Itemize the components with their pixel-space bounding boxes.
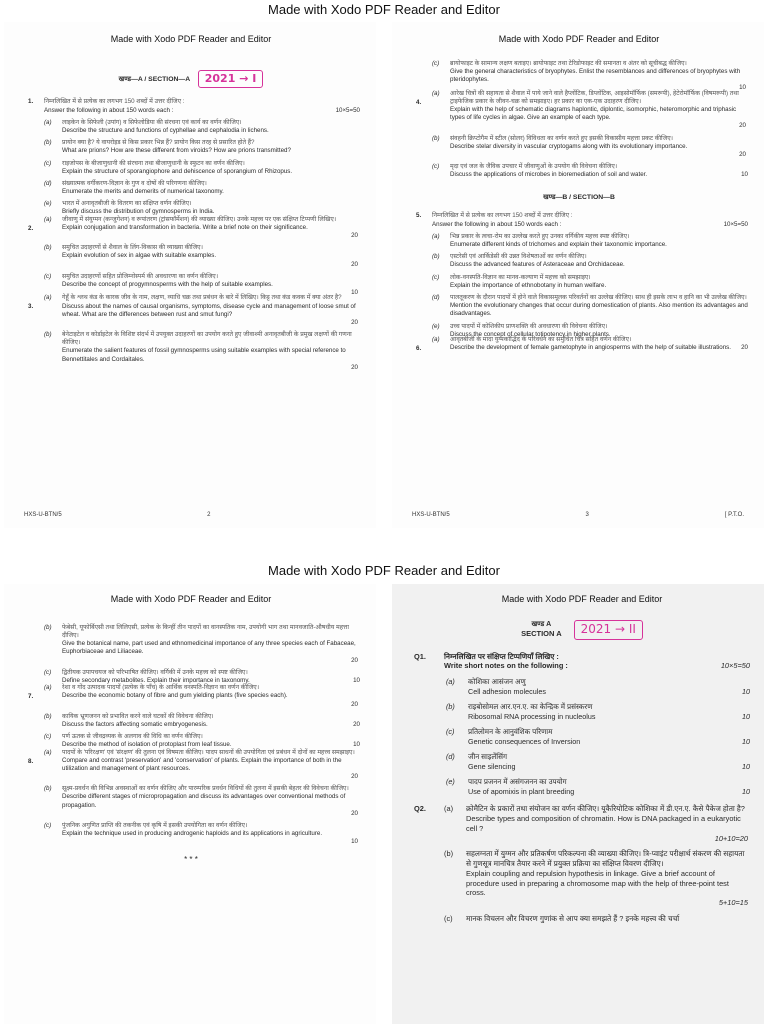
subpart: (a) रेशा व गोंद उत्पादक पादपों (प्रत्येक के पाँच) के आर्थिक वनस्पति-विज्ञान का वर्णन कीजिए। Describe the economic botany of fibre and gum yielding plants (five species each). 20: [44, 684, 358, 708]
subpart: (a) आरेख चित्रों की सहायता से शैवाल में पाये जाने वाले हैप्लोंटिक, डिप्लोंटिक, आइसोमॉर्फिक (समरूपी), हेटेरोमॉर्फिक (विषमरूपी) तथा ट्राइफेजिक प्रकार के जीवन-चक्र को समझाइए। हर प्रकार का एक-एक उदाहरण दीजिए। Explain with the help of schematic diagrams haplontic, diplontic, isomorphic, heteromorphic and triphasic types of life cycles in algae. Give an example of each type. 20: [432, 89, 746, 130]
section-label: खण्ड—A / SECTION—A: [118, 75, 190, 83]
question-hindi: निम्नलिखित में से प्रत्येक का लगभग 150 शब्दों में उत्तर दीजिए :: [44, 98, 185, 106]
year-tag-annotation: 2021 → II: [574, 620, 643, 640]
question-marks: 10×5=50: [335, 106, 360, 114]
section-heading: [414, 620, 750, 640]
page-subheader: Made with Xodo PDF Reader and Editor: [501, 594, 663, 604]
subpart: (a) आवृतबीजी के मादा युग्मकोद्भिद के परिवर्धन का समुचित चित्र सहित वर्णन कीजिए। Describe the development of female gametophyte in angiosperms with the help of suitable illustrations. 20: [432, 335, 748, 352]
subpart: (d) संख्यात्मक वर्गीकरण-विज्ञान के गुण व दोषों की परिगणना कीजिए। Enumerate the merits and demerits of numerical taxonomy.: [44, 179, 224, 196]
page-number: 2: [207, 512, 211, 519]
subpart: (c) राइजोपस के बीजाणुधानी की संरचना तथा बीजाणुधानी के स्फुटन का वर्णन कीजिए। Explain the structure of sporangiophore and dehiscence of sporangium of Rhizopus.: [44, 159, 293, 175]
subpart: (a) लाइकेन के सिफेली (उपांग) व सिफेलोडिया की संरचना एवं कार्य का वर्णन कीजिए। Describe the structure and functions of cyphellae and cephalodia in lichens.: [44, 118, 269, 134]
section-heading: खण्ड—B / SECTION—B: [543, 193, 615, 201]
page-top-left: Made with Xodo PDF Reader and Editor खण्ड—A / SECTION—A 2021 → I 1. निम्नलिखित में से प्रत्येक का लगभग 150 शब्दों में उत्तर दीजिए : Answer the following in about 150 words each : 10×5=50 (a) लाइकेन के सिफेली (उपांग) व सिफेलोडिया की संरचना एवं कार्य का वर्णन कीजिए। Describe the structure and functions of cyphellae and cephalodia in lichens. (b) प्रायोन क्या है? ये वायरोइड से किस प्रकार भिन्न हैं? प्रायोन किस तरह से प्रसारित होते हैं? What are prions? How are these different from viroids? How are prions transmitted? (c) राइजोपस के बीजाणुधानी की संरचना तथा बीजाणुधानी के स्फुटन का वर्णन कीजिए। Explain the structure of sporangiophore and dehiscence of sporangium of Rhizopus. (d) संख्यात्मक वर्गीकरण-विज्ञान के गुण व दोषों की परिगणना कीजिए। Enumerate the merits and demerits of numerical taxonomy. (e) भारत में अनावृतबीजी के वितरण का संक्षिप्त वर्णन कीजिए। Briefly discuss the distribution of gymnosperms in India. 2. (a) जीवाणु में संयुग्मन (कन्जुगेशन) व रूपांतरण (ट्रांसफॉर्मेशन) की व्याख्या कीजिए। उनके महत्त्व पर एक संक्षिप्त टिप्पणी लिखिए। Explain conjugation and transformation in bacteria. Write a brief note on their significance. 20 (b) समुचित उदाहरणों से शैवाल के लिंग-विकास की व्याख्या कीजिए। Explain evolution of sex in algae with suitable examples. 20 (c) समुचित उदाहरणों सहित प्रोजिम्नोस्पर्म की अवधारणा का वर्णन कीजिए। Describe the concept of progymnosperms with the help of suitable examples. 10 3. (a) गेहूँ के श्लथ कंड के कारक जीव के नाम, लक्षण, व्याधि चक्र तथा प्रबंधन के बारे में लिखिए। किट्ट तथा कंड कवक में क्या अंतर है? Discuss about the names of causal organisms, symptoms, disease cycle and management of loose smut of wheat. What are the differences between rust and smut fungi? 20 (b) बेनेटाइटेल व कोर्डाइटेल के विशिष्ट संदर्भ में उपयुक्त उदाहरणों का उपयोग करते हुए जीवाश्मी अनावृतबीजी के प्रमुख लक्षणों की गणना कीजिए। Enumerate the salient features of fossil gymnosperms using suitable examples with special reference to Bennettitales and Cordaitales. 20 HXS-U-BTN/5 2: [4, 22, 376, 528]
section-label: SECTION A: [521, 629, 562, 639]
subpart: (b) समुचित उदाहरणों से शैवाल के लिंग-विकास की व्याख्या कीजिए। Explain evolution of sex in algae with suitable examples. 20: [44, 244, 358, 268]
subpart: (c) पुंजनिक अगुणित प्राप्ति की तकनीक एवं कृषि में इसकी उपयोगिता का वर्णन कीजिए। Explain the technique used in producing androgenic haploids and its applications in agriculture. 10: [44, 822, 358, 846]
section-heading: [22, 70, 360, 89]
subpart: (b) कायिक भ्रूणजनन को प्रभावित करने वाले घटकों की विवेचना कीजिए। Discuss the factors affecting somatic embryogenesis. 20: [44, 712, 360, 728]
subpart: (a) भिन्न प्रकार के त्वचा-रोम का उल्लेख करते हुए उनका वर्गिकीय महत्त्व स्पष्ट कीजिए। Enumerate different kinds of trichomes and explain their taxonomic importance.: [432, 232, 667, 249]
question-2: Q2. (a) क्रोमैटिन के प्रकारों तथा संयोजन का वर्णन कीजिए। यूकैरियोटिक कोशिका में डी.एन.ए. कैसे पैकेज होता है? Describe types and composition of chromatin. How is DNA packaged in a eukaryotic cell ? 10+10=20 (b) सहलग्नता में युग्मन और प्रतिकर्षण परिकल्पना की व्याख्या कीजिए। त्रि-प्वाइंट परीक्षार्थ संकरण की सहायता से गुणसूत्र मानचित्र तैयार करने में प्रयुक्त प्रक्रिया का संक्षिप्त विवरण दीजिए। Explain coupling and repulsion hypothesis in linkage. Give a brief account of procedure used in preparing a chromosome map with the help of three-point test cross. 5+10=15 (c) मानक विचलन और विचरण गुणांक से आप क्या समझते हैं ? इनके महत्त्व की चर्चा: [414, 804, 748, 923]
end-stars: * * *: [184, 854, 198, 864]
paper-code: HXS-U-BTN/5: [412, 512, 450, 519]
page-footer: [412, 512, 744, 520]
subpart: (e) उच्च पादपों में कोशिकीय प्राणशक्ति की अवधारणा की विवेचना कीजिए। Discuss the concept of cellular totipotency in higher plants.: [432, 322, 611, 338]
question-1: [22, 98, 360, 114]
xodo-banner-top: Made with Xodo PDF Reader and Editor: [268, 2, 500, 17]
section-label-hindi: खण्ड A: [531, 621, 552, 629]
subpart: (b) राइबोसोमल आर.एन.ए. का केन्द्रिक में प्रसंस्करण Ribosomal RNA processing in nucleolus 10: [446, 702, 750, 721]
page-subheader: Made with Xodo PDF Reader and Editor: [110, 594, 272, 604]
subpart: (a) पादपों के 'परिरक्षण' एवं 'संरक्षण' की तुलना एवं विषमता कीजिए। पादप साधनों की उपयोगिता एवं प्रबंधन में दोनों का महत्त्व समझाइए। Compare and contrast 'preservation' and 'conservation' of plants. Explain the importance of both in the utilization and management of plant resources. 20: [44, 748, 358, 781]
subpart: (c) ब्रायोफाइट के सामान्य लक्षण बताइए। ब्रायोफाइट तथा टेरिडोफाइट की समानता व अंतर को सूचीबद्ध कीजिए। Give the general characteristics of bryophytes. Enlist the resemblances and differences of bryophytes with pteridophytes. 10: [432, 59, 746, 92]
subpart: (d) जीन साइलेंसिंग Gene silencing 10: [446, 752, 750, 771]
subpart: (d) पालतूकरण के दौरान पादपों में होने वाले विकासमूलक परिवर्तनों का उल्लेख कीजिए। साथ ही इसके लाभ व हानि का भी उल्लेख कीजिए। Mention the evolutionary changes that occur during domestication of plants. Also mention its advantages and disadvantages.: [432, 293, 748, 318]
q1-subparts: [22, 119, 360, 217]
subpart: (c) मृदा एवं जल के जैविक उपचार में जीवाणुओं के उपयोग की विवेचना कीजिए। Discuss the applications of microbes in bioremediation of soil and water. 10: [432, 163, 748, 179]
pto-label: [ P.T.O.: [724, 512, 744, 519]
page-bottom-left: Made with Xodo PDF Reader and Editor (b) फेबेसी, यूफोर्बिएसी तथा लिलिएसी, प्रत्येक के किन्हीं तीन पादपों का वानस्पतिक नाम, उपयोगी भाग तथा मानवजाति-औषधीय महत्ता दीजिए। Give the botanical name, part used and ethnomedicinal importance of any three species each of Fabaceae, Euphorbiaceae and Liliaceae. 20 (c) द्वितीयक उपापचयज को परिभाषित कीजिए। वर्गिकी में उनके महत्त्व को स्पष्ट कीजिए। Define secondary metabolites. Explain their importance in taxonomy. 10 7. (a) रेशा व गोंद उत्पादक पादपों (प्रत्येक के पाँच) के आर्थिक वनस्पति-विज्ञान का वर्णन कीजिए। Describe the economic botany of fibre and gum yielding plants (five species each). 20 (b) कायिक भ्रूणजनन को प्रभावित करने वाले घटकों की विवेचना कीजिए। Discuss the factors affecting somatic embryogenesis. 20 (c) पर्ण ऊतक से जीवद्रव्यक के अलगाव की विधि का वर्णन कीजिए। Describe the method of isolation of protoplast from leaf tissue. 10 8. (a) पादपों के 'परिरक्षण' एवं 'संरक्षण' की तुलना एवं विषमता कीजिए। पादप साधनों की उपयोगिता एवं प्रबंधन में दोनों का महत्त्व समझाइए। Compare and contrast 'preservation' and 'conservation' of plants. Explain the importance of both in the utilization and management of plant resources. 20 (b) सूक्ष्म-प्रवर्धन की विभिन्न अवस्थाओं का वर्णन कीजिए और पारम्परिक प्रवर्धन विधियों की तुलना में इसकी बेहतर की विवेचना कीजिए। Describe different stages of micropropagation and discuss its advantages over conventional methods of propagation. 20 (c) पुंजनिक अगुणित प्राप्ति की तकनीक एवं कृषि में इसकी उपयोगिता का वर्णन कीजिए। Explain the technique used in producing androgenic haploids and its applications in agriculture. 10 * * *: [4, 584, 376, 1024]
xodo-banner-middle: Made with Xodo PDF Reader and Editor: [268, 563, 500, 578]
page-bottom-right: [392, 584, 764, 1024]
subpart: (c) द्वितीयक उपापचयज को परिभाषित कीजिए। वर्गिकी में उनके महत्त्व को स्पष्ट कीजिए। Define secondary metabolites. Explain their importance in taxonomy. 10: [44, 668, 360, 684]
subpart: (a) जीवाणु में संयुग्मन (कन्जुगेशन) व रूपांतरण (ट्रांसफॉर्मेशन) की व्याख्या कीजिए। उनके महत्त्व पर एक संक्षिप्त टिप्पणी लिखिए। Explain conjugation and transformation in bacteria. Write a brief note on their significance. 20: [44, 215, 358, 240]
page-footer: [24, 512, 356, 520]
page-subheader: Made with Xodo PDF Reader and Editor: [498, 34, 660, 44]
paper-code: HXS-U-BTN/5: [24, 512, 62, 519]
subpart: (e) भारत में अनावृतबीजी के वितरण का संक्षिप्त वर्णन कीजिए। Briefly discuss the distribution of gymnosperms in India.: [44, 200, 215, 216]
question-1: Q1. निम्नलिखित पर संक्षिप्त टिप्पणियाँ लिखिए : Write short notes on the following : 10×5=50: [414, 651, 750, 671]
subpart: (c) लोक-वनस्पति-विज्ञान का मानव-कल्याण में महत्त्व को समझाइए। Explain the importance of ethnobotany in human welfare.: [432, 273, 607, 289]
page-subheader: Made with Xodo PDF Reader and Editor: [110, 34, 272, 44]
page-top-right: Made with Xodo PDF Reader and Editor (c) ब्रायोफाइट के सामान्य लक्षण बताइए। ब्रायोफाइट तथा टेरिडोफाइट की समानता व अंतर को सूचीबद्ध कीजिए। Give the general characteristics of bryophytes. Enlist the resemblances and differences of bryophytes with pteridophytes. 10 4. (a) आरेख चित्रों की सहायता से शैवाल में पाये जाने वाले हैप्लोंटिक, डिप्लोंटिक, आइसोमॉर्फिक (समरूपी), हेटेरोमॉर्फिक (विषमरूपी) तथा ट्राइफेजिक प्रकार के जीवन-चक्र को समझाइए। हर प्रकार का एक-एक उदाहरण दीजिए। Explain with the help of schematic diagrams haplontic, diplontic, isomorphic, heteromorphic and triphasic types of life cycles in algae. Give an example of each type. 20 (b) संवहनी क्रिप्टोगैम में स्टील (सोलर) विविधता का वर्णन करते हुए इसकी विकासीय महत्ता प्रकट कीजिए। Describe stelar diversity in vascular cryptogams along with its evolutionary importance. 20 (c) मृदा एवं जल के जैविक उपचार में जीवाणुओं के उपयोग की विवेचना कीजिए। Discuss the applications of microbes in bioremediation of soil and water. 10 खण्ड—B / SECTION—B 5. निम्नलिखित में से प्रत्येक का लगभग 150 शब्दों में उत्तर दीजिए : Answer the following in about 150 words each : 10×5=50 (a) भिन्न प्रकार के त्वचा-रोम का उल्लेख करते हुए उनका वर्गिकीय महत्त्व स्पष्ट कीजिए। Enumerate different kinds of trichomes and explain their taxonomic importance. (b) एस्टरेसी एवं आर्किडेसी की उन्नत विशेषताओं का वर्णन कीजिए। Discuss the advanced features of Asteraceae and Orchidaceae. (c) लोक-वनस्पति-विज्ञान का मानव-कल्याण में महत्त्व को समझाइए। Explain the importance of ethnobotany in human welfare. (d) पालतूकरण के दौरान पादपों में होने वाले विकासमूलक परिवर्तनों का उल्लेख कीजिए। साथ ही इसके लाभ व हानि का भी उल्लेख कीजिए। Mention the evolutionary changes that occur during domestication of plants. Also mention its advantages and disadvantages. (e) उच्च पादपों में कोशिकीय प्राणशक्ति की अवधारणा की विवेचना कीजिए। Discuss the concept of cellular totipotency in higher plants. 6. (a) आवृतबीजी के मादा युग्मकोद्भिद के परिवर्धन का समुचित चित्र सहित वर्णन कीजिए। Describe the development of female gametophyte in angiosperms with the help of suitable illustrations. 20 HXS-U-BTN/5 3 [ P.T.O.: [392, 22, 764, 528]
question-5: 5. निम्नलिखित में से प्रत्येक का लगभग 150 शब्दों में उत्तर दीजिए : Answer the following in about 150 words each : 10×5=50: [416, 212, 748, 228]
page-number: 3: [585, 512, 589, 519]
question-number: 1.: [28, 98, 34, 106]
subpart: (c) पर्ण ऊतक से जीवद्रव्यक के अलगाव की विधि का वर्णन कीजिए। Describe the method of isolation of protoplast from leaf tissue. 10: [44, 733, 360, 749]
year-tag-annotation: 2021 → I: [198, 70, 264, 89]
subpart: (b) संवहनी क्रिप्टोगैम में स्टील (सोलर) विविधता का वर्णन करते हुए इसकी विकासीय महत्ता प्रकट कीजिए। Describe stelar diversity in vascular cryptogams along with its evolutionary importance. 20: [432, 134, 746, 158]
subpart: (a) गेहूँ के श्लथ कंड के कारक जीव के नाम, लक्षण, व्याधि चक्र तथा प्रबंधन के बारे में लिखिए। किट्ट तथा कंड कवक में क्या अंतर है? Discuss about the names of causal organisms, symptoms, disease cycle and management of loose smut of wheat. What are the differences between rust and smut fungi? 20: [44, 294, 358, 326]
subpart: (b) बेनेटाइटेल व कोर्डाइटेल के विशिष्ट संदर्भ में उपयुक्त उदाहरणों का उपयोग करते हुए जीवाश्मी अनावृतबीजी के प्रमुख लक्षणों की गणना कीजिए। Enumerate the salient features of fossil gymnosperms using suitable examples with special reference to Bennettitales and Cordaitales. 20: [44, 331, 358, 371]
subpart: (a) कोशिका आसंजन अणु Cell adhesion molecules 10: [446, 677, 750, 696]
subpart: (c) प्रतिलोमन के आनुवंशिक परिणाम Genetic consequences of Inversion 10: [446, 727, 750, 746]
subpart: (b) एस्टरेसी एवं आर्किडेसी की उन्नत विशेषताओं का वर्णन कीजिए। Discuss the advanced features of Asteraceae and Orchidaceae.: [432, 253, 625, 269]
subpart: (c) समुचित उदाहरणों सहित प्रोजिम्नोस्पर्म की अवधारणा का वर्णन कीजिए। Describe the concept of progymnosperms with the help of suitable examples. 10: [44, 272, 358, 297]
subpart: (b) फेबेसी, यूफोर्बिएसी तथा लिलिएसी, प्रत्येक के किन्हीं तीन पादपों का वानस्पतिक नाम, उपयोगी भाग तथा मानवजाति-औषधीय महत्ता दीजिए। Give the botanical name, part used and ethnomedicinal importance of any three species each of Fabaceae, Euphorbiaceae and Liliaceae. 20: [44, 623, 358, 664]
subpart: (b) सूक्ष्म-प्रवर्धन की विभिन्न अवस्थाओं का वर्णन कीजिए और पारम्परिक प्रवर्धन विधियों की तुलना में इसकी बेहतर की विवेचना कीजिए। Describe different stages of micropropagation and discuss its advantages over conventional methods of propagation. 20: [44, 785, 358, 817]
question-english: Answer the following in about 150 words each :: [44, 106, 174, 114]
subpart: (b) प्रायोन क्या है? ये वायरोइड से किस प्रकार भिन्न हैं? प्रायोन किस तरह से प्रसारित होते हैं? What are prions? How are these different from viroids? How are prions transmitted?: [44, 139, 291, 155]
subpart: (e) पादप प्रजनन में असंगजनन का उपयोग Use of apomixis in plant breeding 10: [446, 777, 750, 796]
